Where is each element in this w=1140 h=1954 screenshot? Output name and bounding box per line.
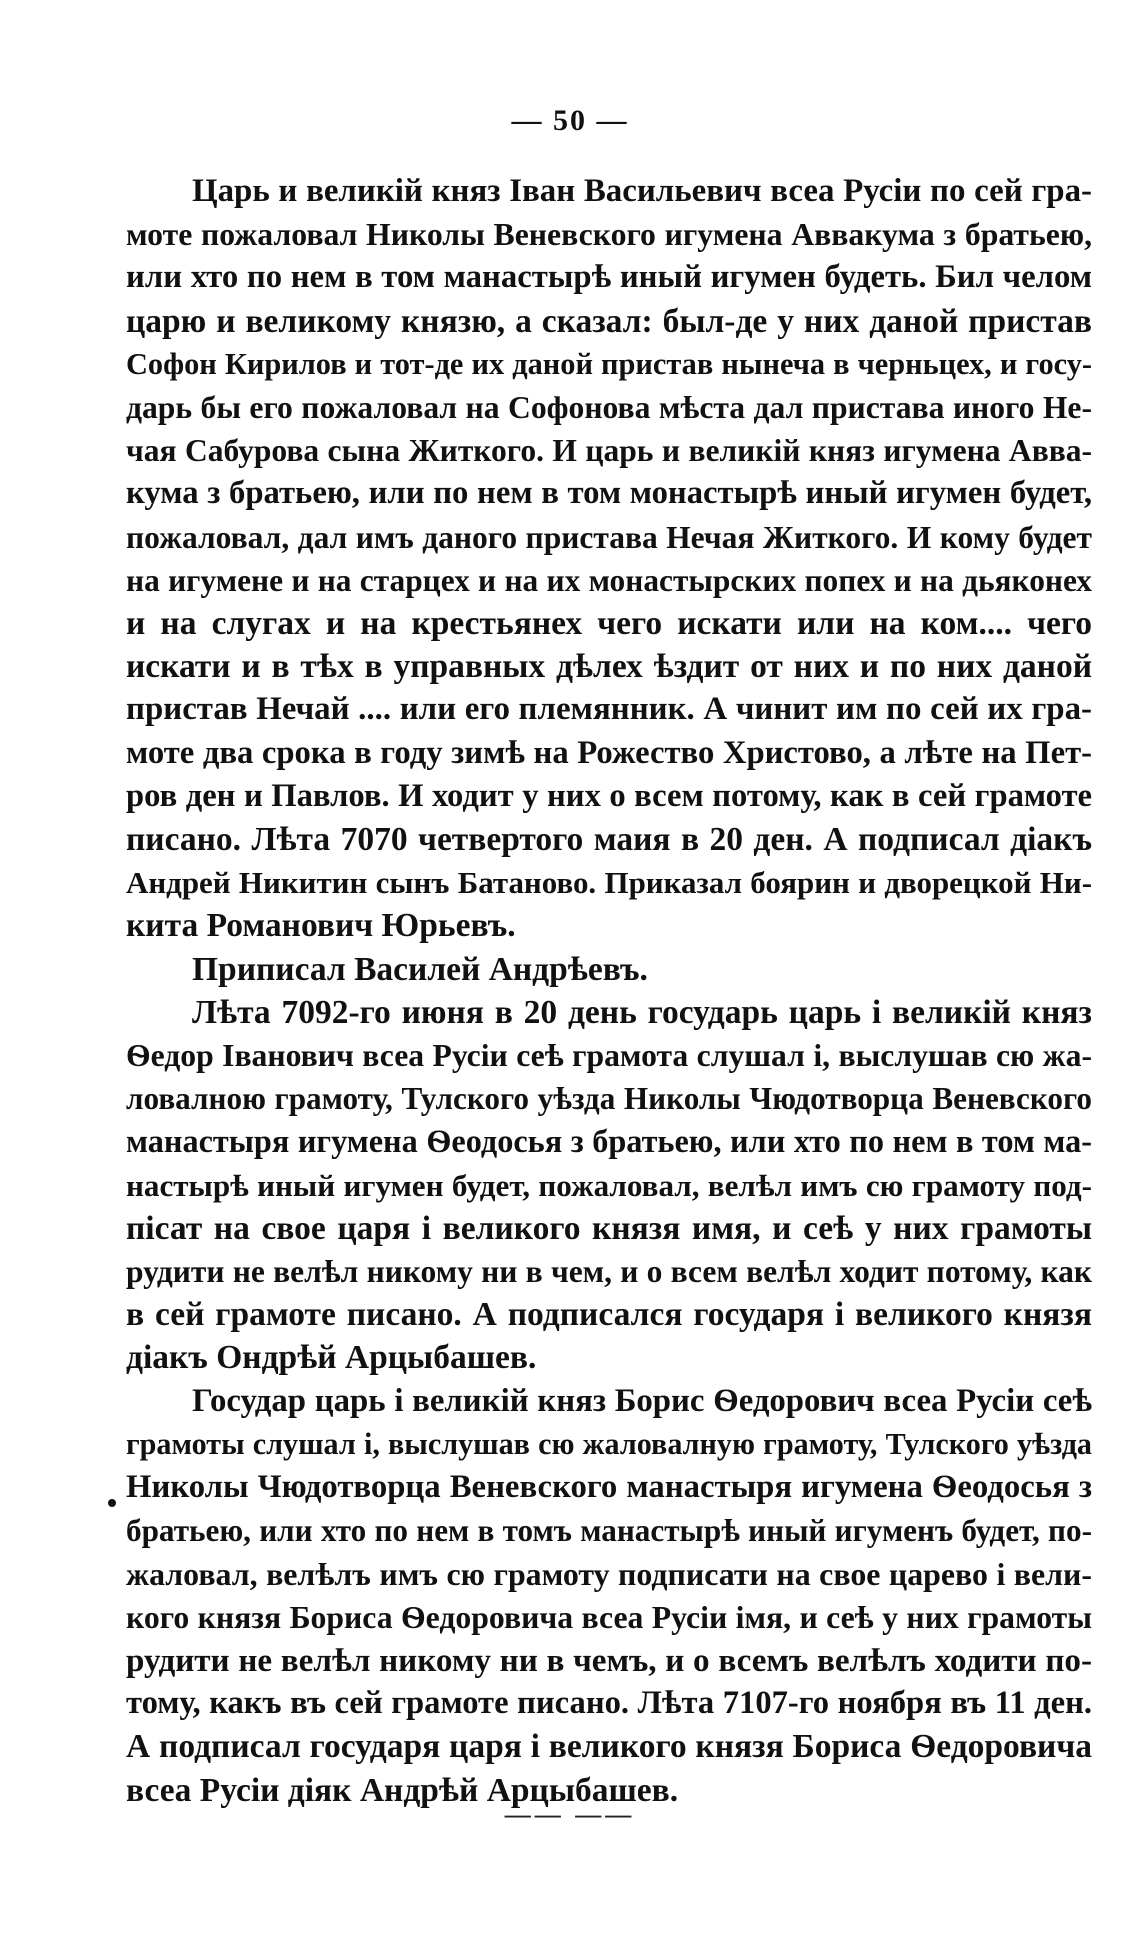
text-line: Ѳедор Iванович всеа Русiи сеѣ грамота слушал i, выслушав сю жа- — [126, 1038, 1092, 1074]
text-line: Лѣта 7092-го июня в 20 день государь царь i великiй княз — [192, 993, 1092, 1031]
text-line: Государ царь i великiй княз Борис Ѳедорович всеа Русiи сеѣ — [192, 1382, 1092, 1419]
text-line: Андрей Никитин сынъ Батаново. Приказал боярин и дворецкой Ни- — [126, 865, 1092, 901]
text-line: жаловал, велѣлъ имъ сю грамоту подписати на свое царево i вели- — [126, 1556, 1092, 1592]
text-line: всеа Русiи дiяк Андрѣй Арцыбашев. — [126, 1771, 679, 1809]
end-mark: —— —— — [504, 1800, 636, 1829]
body-text — [126, 170, 1092, 1812]
text-line: кита Романович Юрьевъ. — [126, 907, 516, 945]
text-line: Приписал Василей Андрѣевъ. — [192, 950, 648, 988]
text-line: настырѣ иный игумен будет, пожаловал, велѣл имъ сю грамоту под- — [126, 1167, 1092, 1203]
text-line: искати и в тѣх в управных дѣлех ѣздит от них и по них даной — [126, 648, 1092, 686]
text-line: Софон Кирилов и тот-де их даной пристав нынеча в черньцех, и госу- — [126, 346, 1092, 381]
text-line: и на слугах и на крестьянех чего искати или на ком.... чего — [126, 605, 1092, 643]
text-line: ловалною грамоту, Тулского уѣзда Николы Чюдотворца Веневского — [126, 1081, 1092, 1117]
text-line: в сей грамоте писано. А подписался государя i великого князя — [126, 1296, 1092, 1334]
text-line: кума з братьею, или по нем в том монастырѣ иный игумен будет, — [126, 475, 1092, 512]
paragraph-2 — [126, 948, 1092, 991]
margin-dot — [108, 1499, 116, 1507]
text-line: или хто по нем в том манастырѣ иный игумен будеть. Бил челом — [126, 259, 1092, 296]
text-line: пристав Нечай .... или его племянник. А чинит им по сей их гра- — [126, 691, 1092, 728]
text-line: дiакъ Ондрѣй Арцыбашев. — [126, 1339, 537, 1377]
text-line: пiсат на свое царя i великого князя имя, и сеѣ у них грамоты — [126, 1209, 1092, 1247]
text-line: рудити не велѣл никому ни в чемъ, и о всемъ велѣлъ ходити по- — [126, 1641, 1092, 1679]
text-line: чая Сабурова сына Житкого. И царь и великiй княз игумена Авва- — [126, 433, 1092, 469]
paragraph-1 — [126, 170, 1092, 948]
text-line: А подписал государя царя i великого князя Бориса Ѳедоровича — [126, 1728, 1092, 1766]
text-line: грамоты слушал i, выслушав сю жаловалную грамоту, Тулского уѣзда — [126, 1426, 1092, 1461]
text-line: братьею, или хто по нем в томъ манастырѣ иный игуменъ будет, по- — [126, 1513, 1092, 1549]
text-line: рудити не велѣл никому ни в чем, и о всем велѣл ходит потому, как — [126, 1254, 1092, 1290]
text-line: моте два срока в году зимѣ на Рожество Христово, а лѣте на Пет- — [126, 734, 1092, 771]
text-line: писано. Лѣта 7070 четвертого маия в 20 ден. А подписал дiакъ — [126, 821, 1092, 859]
text-line: Николы Чюдотворца Веневского манастыря игумена Ѳеодосья з — [126, 1469, 1092, 1506]
paragraph-3 — [126, 991, 1092, 1380]
text-line: тому, какъ въ сей грамоте писано. Лѣта 7107-го ноября въ 11 ден. — [126, 1685, 1092, 1722]
text-line: ров ден и Павлов. И ходит у них о всем потому, как в сей грамоте — [126, 777, 1092, 814]
paragraph-4 — [126, 1380, 1092, 1812]
text-line: дарь бы его пожаловал на Софонова мѣста дал пристава иного Не- — [126, 390, 1092, 426]
text-line: кого князя Бориса Ѳедоровича всеа Русiи iмя, и сеѣ у них грамоты — [126, 1599, 1092, 1635]
text-line: на игумене и на старцех и на их монастырских попех и на дьяконех — [126, 562, 1092, 598]
text-line: моте пожаловал Николы Веневского игумена Аввакума з братьею, — [126, 217, 1092, 253]
text-line: царю и великому князю, а сказал: был-де у них даной пристав — [126, 302, 1092, 340]
text-line: Царь и великiй княз Iван Васильевич всеа Русiи по сей гра- — [192, 173, 1092, 209]
page-number: — 50 — — [511, 104, 629, 137]
text-line: пожаловал, дал имъ даного пристава Нечая Житкого. И кому будет — [126, 519, 1092, 555]
text-line: манастыря игумена Ѳеодосья з братьею, или хто по нем в том ма- — [126, 1123, 1092, 1160]
